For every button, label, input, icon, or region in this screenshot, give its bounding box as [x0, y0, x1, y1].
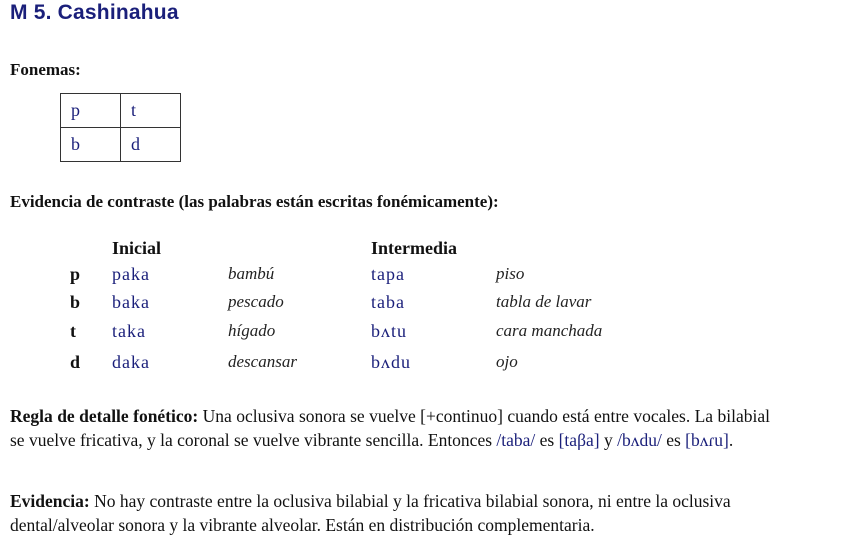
- medial-word: taba: [371, 292, 405, 312]
- medial-word: bʌdu: [371, 352, 411, 372]
- medial-word: bʌtu: [371, 321, 408, 341]
- rule-text: Una oclusiva sonora se vuelve [+continuo] cuando está entre vocales. La bilabial se vuelve fricativa, y la coronal se vuelve vibrante sencilla. Entonces: [10, 406, 770, 450]
- evidence-row: [0, 321, 848, 347]
- page-title: M 5. Cashinahua: [10, 1, 179, 24]
- medial-gloss: cara manchada: [496, 321, 603, 340]
- phoneme-label: d: [70, 352, 81, 372]
- initial-word: baka: [112, 292, 150, 312]
- initial-word: daka: [112, 352, 150, 372]
- phoneme-table: [60, 93, 181, 162]
- rule-end: .: [728, 430, 734, 450]
- medial-gloss: piso: [496, 264, 525, 283]
- evidence-row: [0, 292, 848, 318]
- phoneme-cell: b: [61, 128, 121, 162]
- rule-connector: es: [661, 430, 686, 450]
- evidence-label: Evidencia:: [10, 491, 90, 511]
- rule-paragraph: [10, 404, 770, 452]
- phonetic-example: [bʌɾu]: [685, 430, 729, 450]
- column-header-medial: Intermedia: [371, 238, 457, 258]
- evidence-text: No hay contraste entre la oclusiva bilabial y la fricativa bilabial sonora, ni entre la oclusiva dental/alveolar sonora y la vibrante alveolar. Están en distribución complementaria.: [10, 491, 731, 535]
- evidence-paragraph: [10, 489, 790, 537]
- phonetic-example: [taβa]: [558, 430, 600, 450]
- phonemic-example: /bʌdu/: [617, 430, 662, 450]
- medial-word: tapa: [371, 264, 405, 284]
- phoneme-cell: t: [121, 94, 181, 128]
- column-header-initial: Inicial: [112, 238, 162, 258]
- phoneme-label: t: [70, 321, 76, 341]
- evidence-heading: Evidencia de contraste (las palabras están escritas fonémicamente):: [10, 192, 499, 211]
- phoneme-cell: d: [121, 128, 181, 162]
- fonemas-heading: Fonemas:: [10, 60, 81, 79]
- phoneme-label: p: [70, 264, 81, 284]
- initial-gloss: hígado: [228, 321, 276, 340]
- medial-gloss: ojo: [496, 352, 518, 371]
- phoneme-label: b: [70, 292, 81, 312]
- phoneme-table-row: [61, 128, 181, 162]
- initial-word: taka: [112, 321, 146, 341]
- initial-word: paka: [112, 264, 150, 284]
- phoneme-table-row: [61, 94, 181, 128]
- phonemic-example: /taba/: [496, 430, 536, 450]
- phoneme-cell: p: [61, 94, 121, 128]
- initial-gloss: pescado: [228, 292, 284, 311]
- evidence-row: [0, 352, 848, 378]
- rule-connector: y: [599, 430, 618, 450]
- rule-connector: es: [535, 430, 559, 450]
- initial-gloss: bambú: [228, 264, 275, 283]
- evidence-row: [0, 264, 848, 290]
- rule-label: Regla de detalle fonético:: [10, 406, 199, 426]
- medial-gloss: tabla de lavar: [496, 292, 592, 311]
- initial-gloss: descansar: [228, 352, 297, 371]
